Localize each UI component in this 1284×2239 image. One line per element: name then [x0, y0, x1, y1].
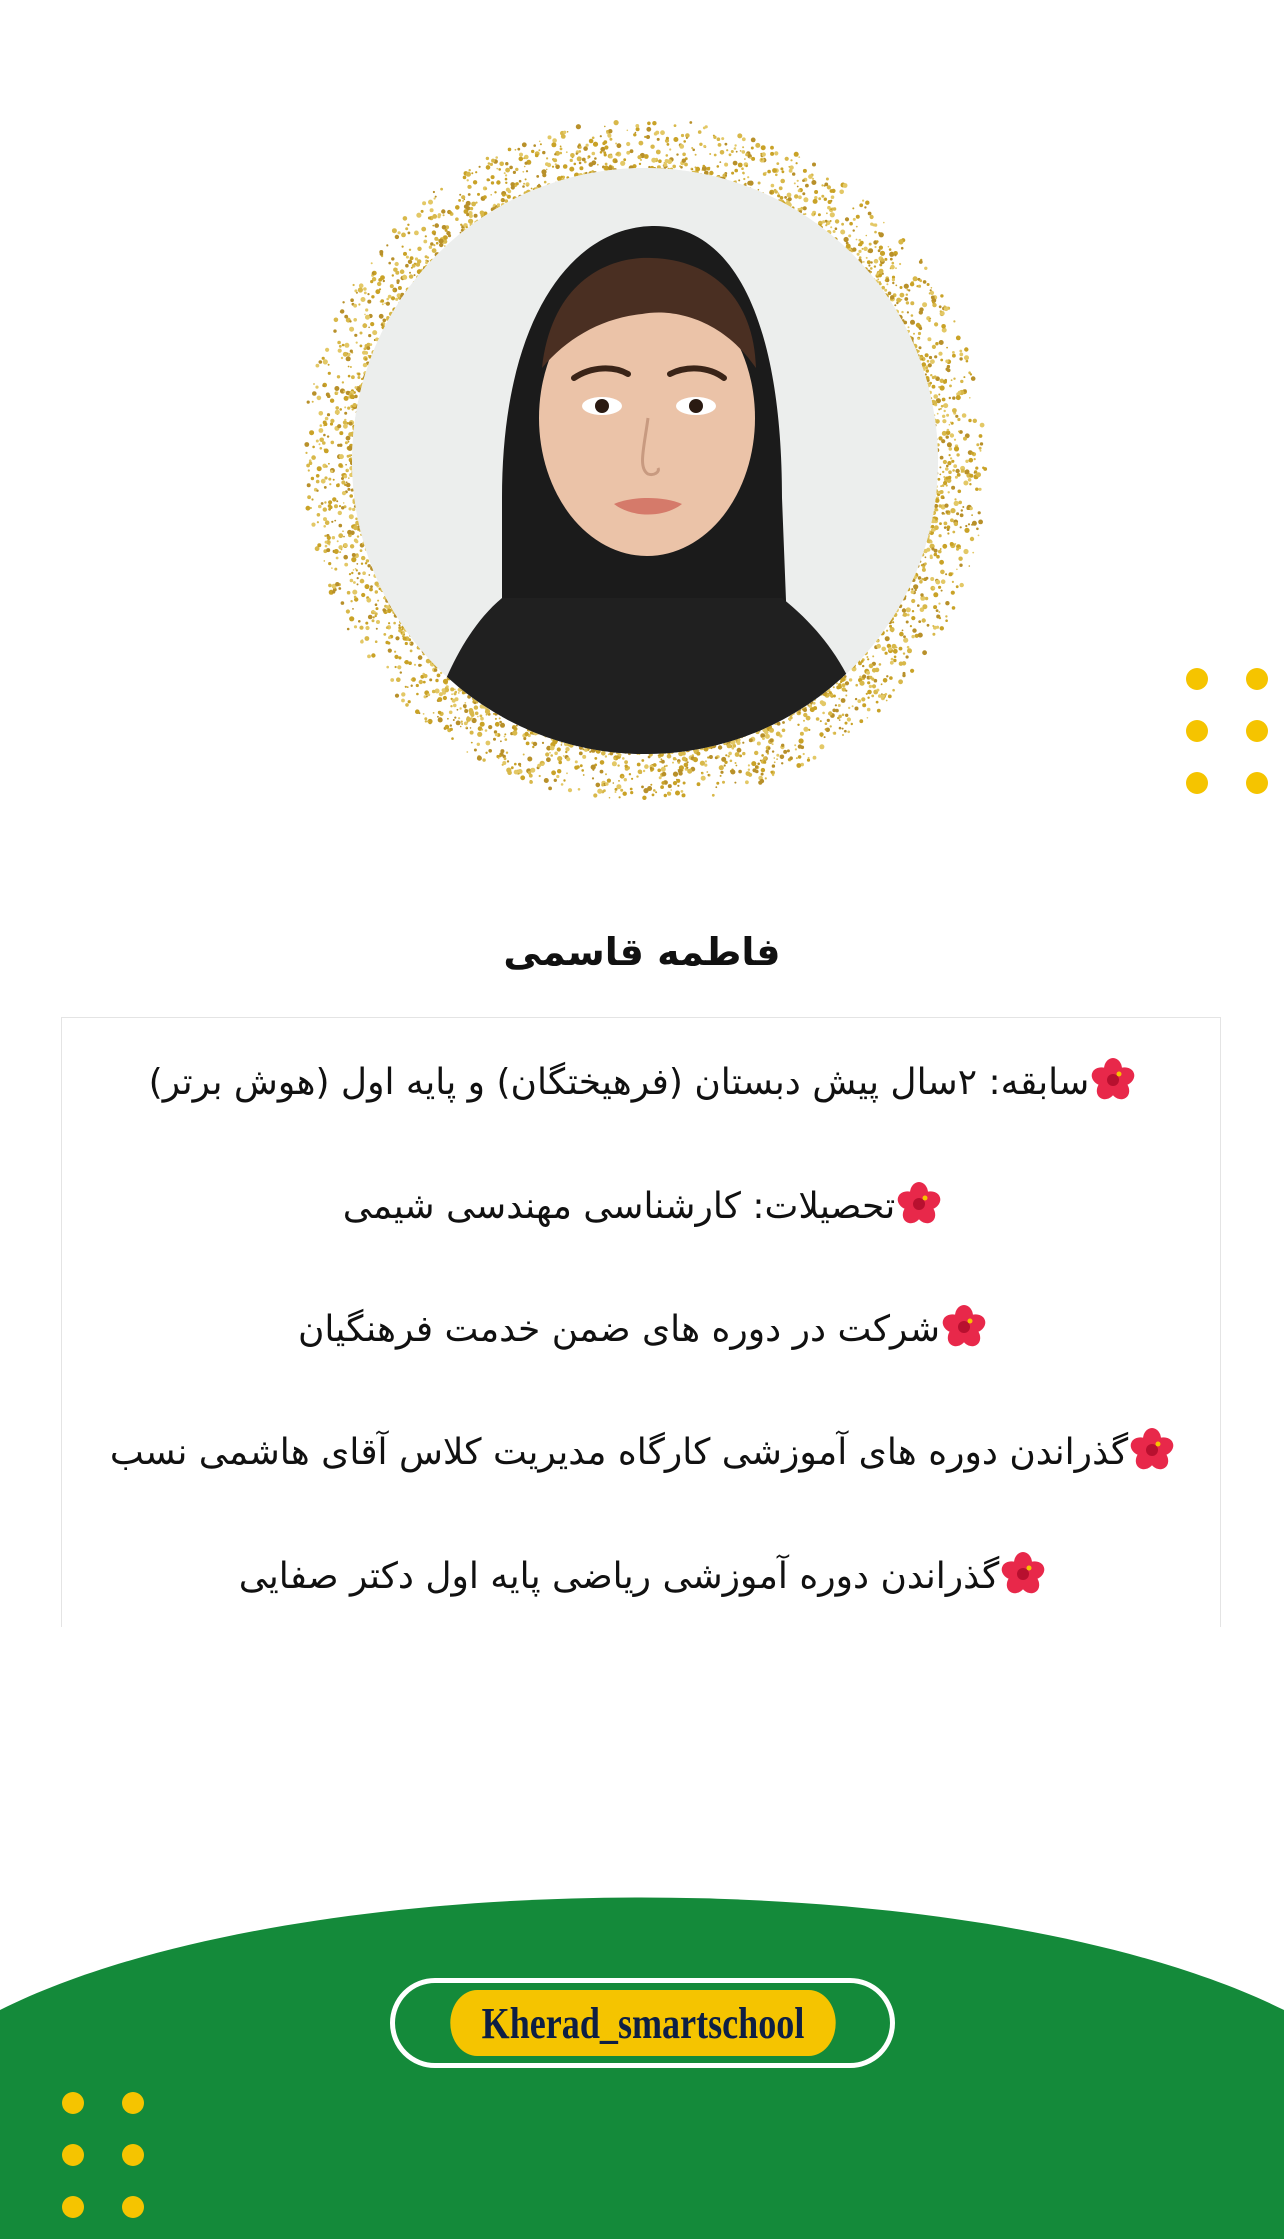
detail-math-course: گذراندن دوره آموزشی ریاضی پایه اول دکتر صفایی — [0, 1552, 1284, 1597]
profile-photo-frame — [300, 120, 990, 800]
brand-label: Kherad_smartschool — [450, 1990, 835, 2056]
detail-classroom-management-course: گذراندن دوره های آموزشی کارگاه مدیریت کلاس آقای هاشمی نسب — [0, 1428, 1284, 1473]
decorative-dots-bottom — [62, 2092, 144, 2218]
hibiscus-icon — [897, 1182, 941, 1226]
teacher-name: فاطمه قاسمی — [503, 930, 781, 974]
detail-inservice-training: شرکت در دوره های ضمن خدمت فرهنگیان — [0, 1305, 1284, 1350]
brand-badge — [390, 1978, 895, 2068]
hibiscus-icon — [942, 1305, 986, 1349]
hibiscus-icon — [1130, 1428, 1174, 1472]
hibiscus-icon — [1091, 1058, 1135, 1102]
profile-photo — [352, 168, 938, 754]
hibiscus-icon — [1001, 1552, 1045, 1596]
decorative-dots-top — [1186, 668, 1268, 794]
detail-experience: سابقه: ۲سال پیش دبستان (فرهیختگان) و پایه اول (هوش برتر) — [0, 1058, 1284, 1103]
detail-education: تحصیلات: کارشناسی مهندسی شیمی — [0, 1182, 1284, 1227]
